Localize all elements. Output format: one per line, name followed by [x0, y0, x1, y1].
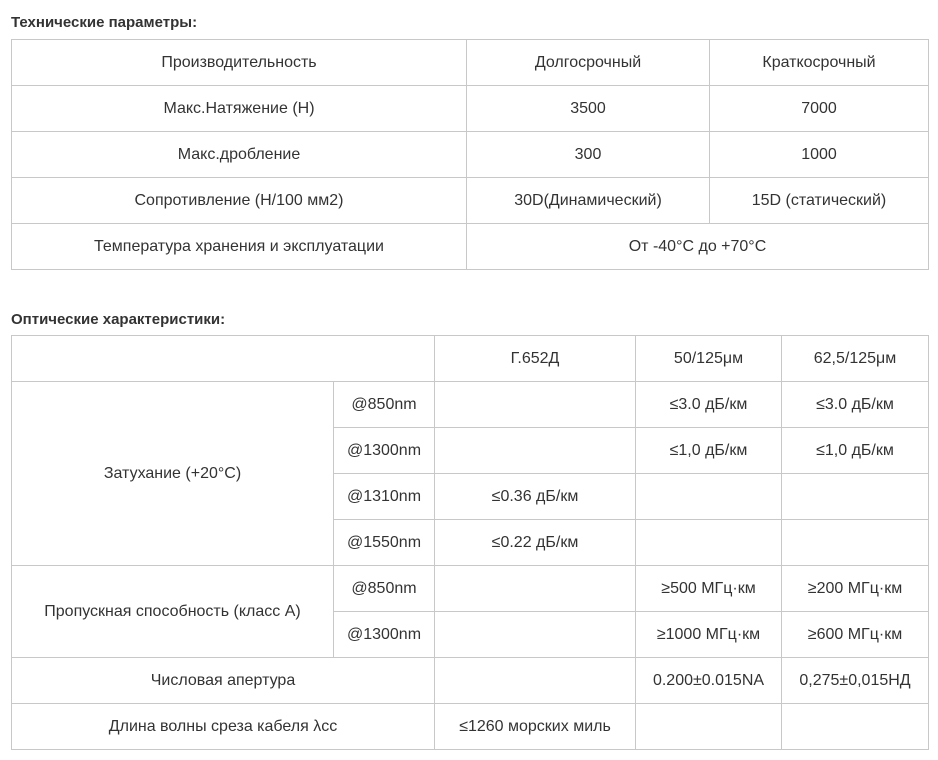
table-cell: [636, 704, 782, 750]
wavelength-cell: @850nm: [334, 382, 435, 428]
wavelength-cell: @850nm: [334, 566, 435, 612]
header-cell-50-125: 50/125μм: [636, 336, 782, 382]
technical-parameters-table: [11, 39, 929, 270]
table-cell: От -40°C до +70°C: [467, 224, 929, 270]
table-cell: 0.200±0.015NA: [636, 658, 782, 704]
table-cell: [782, 520, 929, 566]
table-cell: ≤0.22 дБ/км: [435, 520, 636, 566]
table-row: [12, 224, 929, 270]
header-cell-62-5-125: 62,5/125μм: [782, 336, 929, 382]
table-row: [12, 566, 929, 612]
table-cell: 15D (статический): [710, 178, 929, 224]
row-label: Макс.дробление: [12, 132, 467, 178]
header-cell-long-term: Долгосрочный: [467, 40, 710, 86]
wavelength-cell: @1550nm: [334, 520, 435, 566]
table-cell: [636, 520, 782, 566]
row-label: Сопротивление (Н/100 мм2): [12, 178, 467, 224]
table-header-row: [12, 336, 929, 382]
header-cell-g652d: Г.652Д: [435, 336, 636, 382]
table-header-row: [12, 40, 929, 86]
table-cell: 30D(Динамический): [467, 178, 710, 224]
table-cell: ≥600 МГц·км: [782, 612, 929, 658]
table-cell: ≤3.0 дБ/км: [636, 382, 782, 428]
optical-characteristics-table: [11, 335, 929, 750]
table-cell: ≤1,0 дБ/км: [782, 428, 929, 474]
table-cell: 7000: [710, 86, 929, 132]
table-row: [12, 132, 929, 178]
table-cell: ≤3.0 дБ/км: [782, 382, 929, 428]
table-cell: [782, 474, 929, 520]
table-row: [12, 86, 929, 132]
table-row: [12, 178, 929, 224]
technical-parameters-title: Технические параметры:: [11, 14, 198, 31]
table-cell: ≥1000 МГц·км: [636, 612, 782, 658]
row-label: Макс.Натяжение (Н): [12, 86, 467, 132]
header-cell-empty: [12, 336, 435, 382]
wavelength-cell: @1300nm: [334, 612, 435, 658]
row-label: Температура хранения и эксплуатации: [12, 224, 467, 270]
table-row: [12, 704, 929, 750]
table-cell: [435, 566, 636, 612]
table-cell: [435, 612, 636, 658]
table-cell: 3500: [467, 86, 710, 132]
header-cell-performance: Производительность: [12, 40, 467, 86]
table-cell: ≥500 МГц·км: [636, 566, 782, 612]
table-cell: ≥200 МГц·км: [782, 566, 929, 612]
table-cell: [435, 658, 636, 704]
table-row: [12, 658, 929, 704]
table-cell: ≤1,0 дБ/км: [636, 428, 782, 474]
header-cell-short-term: Краткосрочный: [710, 40, 929, 86]
table-cell: ≤1260 морских миль: [435, 704, 636, 750]
attenuation-label: Затухание (+20°C): [12, 382, 334, 566]
table-cell: 0,275±0,015НД: [782, 658, 929, 704]
table-cell: [782, 704, 929, 750]
table-cell: [435, 428, 636, 474]
table-cell: ≤0.36 дБ/км: [435, 474, 636, 520]
table-cell: [435, 382, 636, 428]
optical-characteristics-title: Оптические характеристики:: [11, 311, 226, 328]
wavelength-cell: @1310nm: [334, 474, 435, 520]
bandwidth-label: Пропускная способность (класс А): [12, 566, 334, 658]
row-label: Числовая апертура: [12, 658, 435, 704]
table-cell: 1000: [710, 132, 929, 178]
wavelength-cell: @1300nm: [334, 428, 435, 474]
table-row: [12, 382, 929, 428]
row-label: Длина волны среза кабеля λcc: [12, 704, 435, 750]
table-cell: [636, 474, 782, 520]
table-cell: 300: [467, 132, 710, 178]
